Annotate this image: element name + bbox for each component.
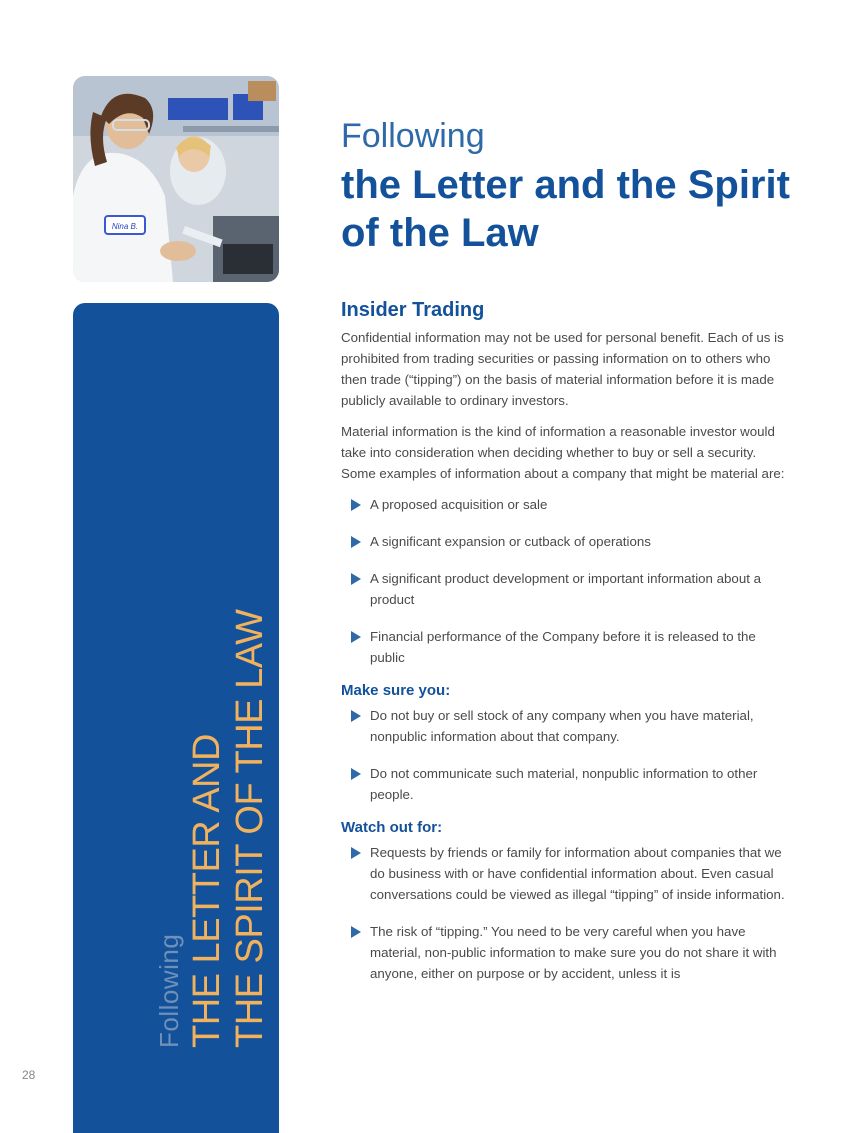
list-item-text: The risk of “tipping.” You need to be very careful when you have material, non-public information to make sure you do not share it with anyone, either on purpose or by accident, unless it is bbox=[370, 924, 777, 981]
list-item bbox=[341, 763, 791, 805]
insider-trading-para-1: Confidential information may not be used for personal benefit. Each of us is prohibited from trading securities or passing information on to others who then trade (“tipping”) on the basis of material information before it is made publicly available to ordinary investors. bbox=[341, 330, 784, 408]
material-examples-list bbox=[341, 494, 791, 668]
list-item bbox=[341, 494, 791, 515]
watch-out-heading: Watch out for: bbox=[341, 819, 443, 836]
list-item bbox=[341, 626, 791, 668]
sidebar-line-1: THE LETTER AND bbox=[186, 734, 228, 1048]
page-number: 28 bbox=[22, 1068, 36, 1082]
watch-out-list bbox=[341, 842, 791, 984]
list-item bbox=[341, 531, 791, 552]
list-item-text: Financial performance of the Company before it is released to the public bbox=[370, 629, 756, 665]
sidebar-vertical-title bbox=[74, 488, 271, 1048]
list-item-text: A significant expansion or cutback of operations bbox=[370, 534, 651, 549]
arrow-bullet-icon bbox=[351, 926, 361, 938]
title-following: Following bbox=[341, 117, 485, 155]
arrow-bullet-icon bbox=[351, 847, 361, 859]
arrow-bullet-icon bbox=[351, 499, 361, 511]
arrow-bullet-icon bbox=[351, 631, 361, 643]
insider-trading-para-2: Material information is the kind of information a reasonable investor would take into consideration when deciding whether to buy or sell a security. Some examples of information about a company that might be material are: bbox=[341, 424, 785, 481]
list-item-text: Do not communicate such material, nonpublic information to other people. bbox=[370, 766, 758, 802]
arrow-bullet-icon bbox=[351, 536, 361, 548]
list-item-text: A proposed acquisition or sale bbox=[370, 497, 548, 512]
arrow-bullet-icon bbox=[351, 710, 361, 722]
list-item bbox=[341, 568, 791, 610]
list-item-text: Requests by friends or family for information about companies that we do business with or have confidential information about. Even casual conversations could be viewed as illegal “tipping” of inside information. bbox=[370, 845, 785, 902]
arrow-bullet-icon bbox=[351, 768, 361, 780]
make-sure-heading: Make sure you: bbox=[341, 682, 451, 699]
insider-trading-heading: Insider Trading bbox=[341, 299, 485, 321]
list-item-text: A significant product development or important information about a product bbox=[370, 571, 762, 607]
sidebar-following: Following bbox=[154, 933, 184, 1048]
sidebar-line-2: THE SPIRIT OF THE LAW bbox=[229, 609, 271, 1048]
list-item bbox=[341, 842, 791, 905]
make-sure-list bbox=[341, 705, 791, 805]
list-item bbox=[341, 921, 791, 984]
list-item bbox=[341, 705, 791, 747]
name-badge-text: Nina B. bbox=[111, 222, 139, 231]
main-content bbox=[341, 300, 791, 1000]
lab-photo bbox=[73, 76, 279, 282]
arrow-bullet-icon bbox=[351, 573, 361, 585]
lab-photo-illustration bbox=[73, 76, 279, 282]
list-item-text: Do not buy or sell stock of any company when you have material, nonpublic information about that company. bbox=[370, 708, 754, 744]
page-title: the Letter and the Spirit of the Law bbox=[341, 163, 790, 255]
